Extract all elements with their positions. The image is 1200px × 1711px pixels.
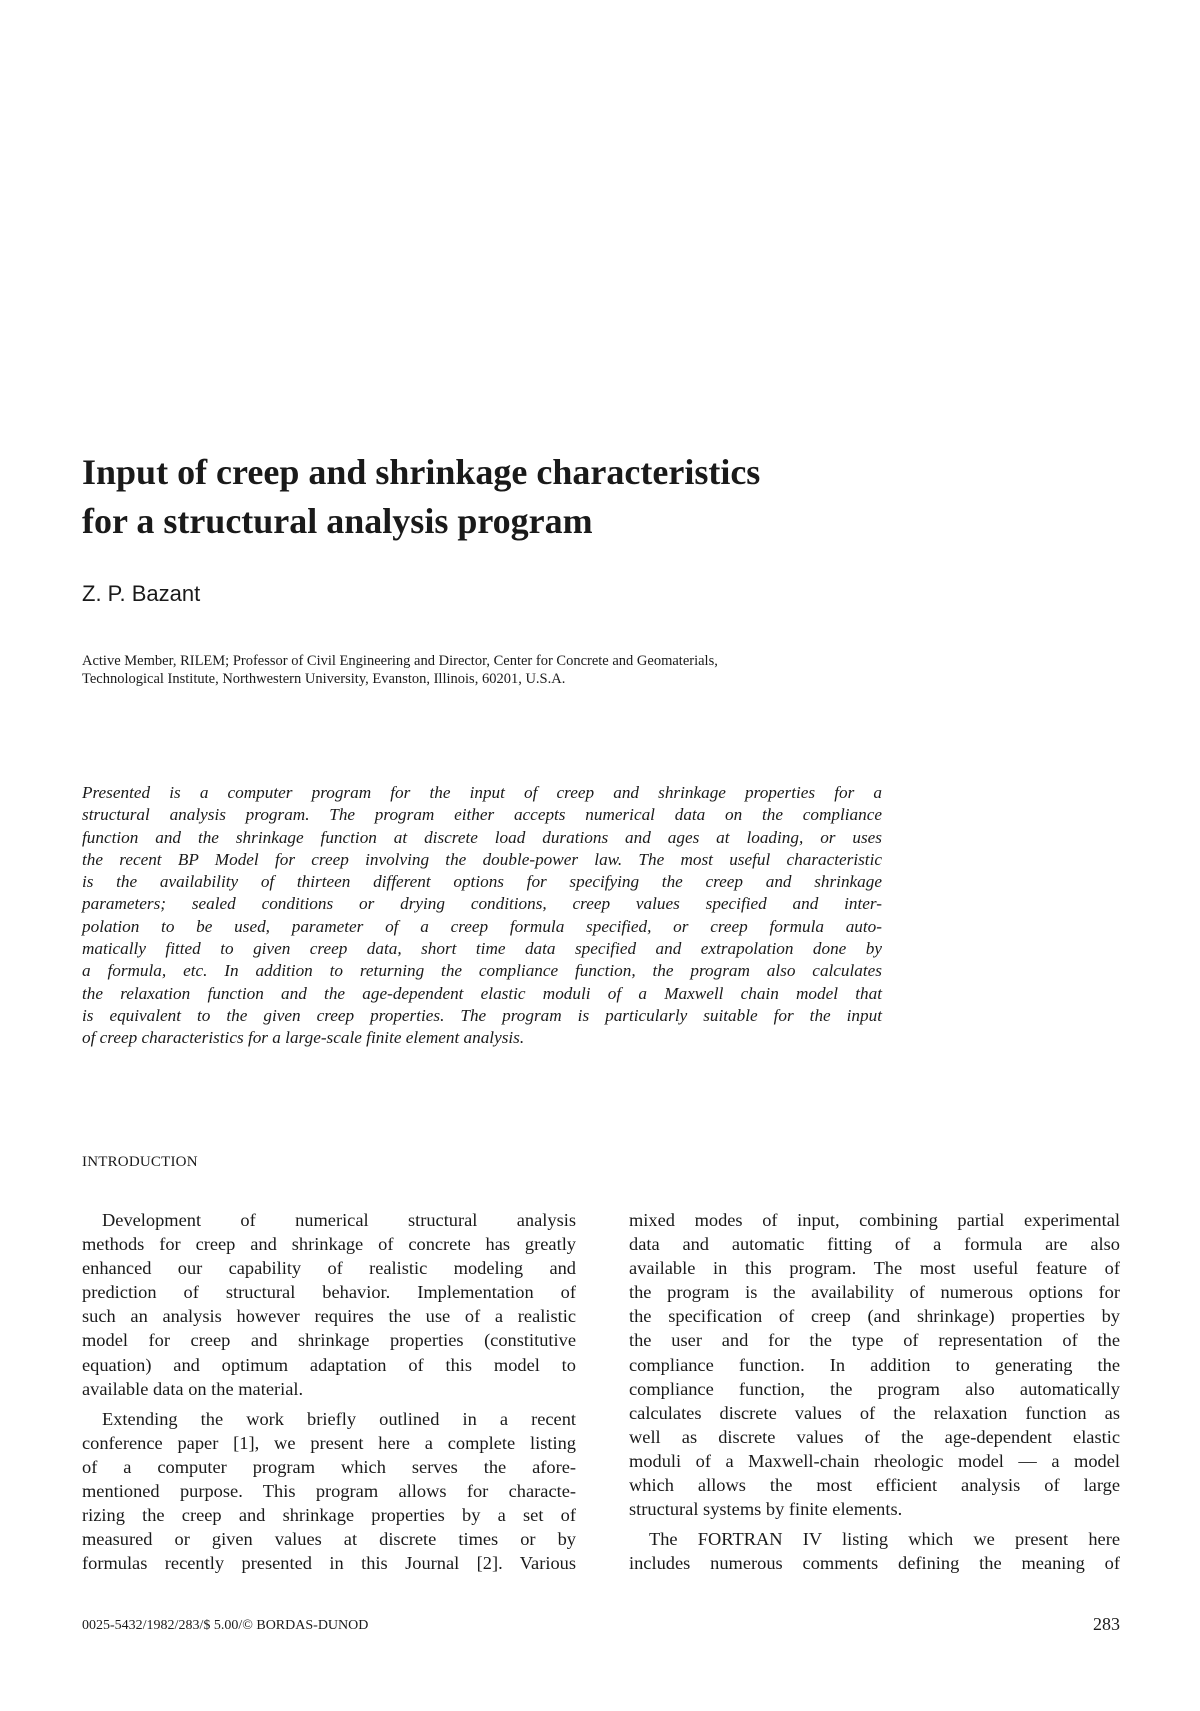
page-number: 283 [1093,1614,1120,1634]
text-line: includes numerous comments defining the meaning of [629,1553,1120,1574]
abstract-line: of creep characteristics for a large-scale finite element analysis. [82,1028,525,1048]
text-line: moduli of a Maxwell-chain rheologic model — a model [629,1450,1120,1471]
text-line: methods for creep and shrinkage of concrete has greatly [82,1234,576,1255]
text-line: measured or given values at discrete times or by [82,1529,576,1550]
text-line: rizing the creep and shrinkage properties by a set of [82,1505,576,1526]
abstract-line: the recent BP Model for creep involving the double-power law. The most useful characteristic [82,849,882,869]
abstract-line: the relaxation function and the age-dependent elastic moduli of a Maxwell chain model that [82,983,882,1003]
text-line: structural systems by finite elements. [629,1499,903,1520]
paragraph [82,1407,576,1576]
title-line: for a structural analysis program [82,501,593,541]
paper-title [82,448,982,546]
text-line: data and automatic fitting of a formula are also [629,1234,1120,1255]
body-column-right [629,1208,1120,1575]
abstract-line: parameters; sealed conditions or drying conditions, creep values specified and inter- [82,894,882,914]
text-line: prediction of structural behavior. Implementation of [82,1282,576,1303]
text-line: calculates discrete values of the relaxation function as [629,1402,1120,1423]
affiliation-line: Active Member, RILEM; Professor of Civil Engineering and Director, Center for Concrete and Geomaterials, [82,653,718,669]
text-line: model for creep and shrinkage properties (constitutive [82,1330,576,1351]
text-line: compliance function. In addition to generating the [629,1354,1120,1375]
abstract-line: matically fitted to given creep data, short time data specified and extrapolation done by [82,939,882,959]
text-line: the user and for the type of representation of the [629,1330,1120,1351]
author-name: Z. P. Bazant [82,581,201,606]
affiliation-line: Technological Institute, Northwestern University, Evanston, Illinois, 60201, U.S.A. [82,671,566,687]
text-line: such an analysis however requires the use of a realistic [82,1306,576,1327]
text-line: compliance function, the program also automatically [629,1378,1120,1399]
text-line: Development of numerical structural analysis [102,1210,576,1230]
title-line: Input of creep and shrinkage characteristics [82,452,761,492]
abstract-line: a formula, etc. In addition to returning the compliance function, the program also calculates [82,961,882,981]
text-line: mentioned purpose. This program allows for characte- [82,1481,576,1502]
text-line: available in this program. The most useful feature of [629,1258,1120,1279]
section-heading-introduction: INTRODUCTION [82,1154,198,1170]
text-line: equation) and optimum adaptation of this model to [82,1354,576,1375]
text-line: formulas recently presented in this Journal [2]. Various [82,1553,576,1574]
paragraph [629,1527,1120,1575]
abstract-line: Presented is a computer program for the input of creep and shrinkage properties for a [82,783,882,802]
paragraph [629,1208,1120,1521]
text-line: enhanced our capability of realistic modeling and [82,1258,576,1279]
text-line: The FORTRAN IV listing which we present here [649,1529,1120,1550]
body-column-left [82,1208,576,1575]
text-line: available data on the material. [82,1378,304,1399]
abstract-line: is the availability of thirteen different options for specifying the creep and shrinkage [82,872,882,892]
abstract-line: function and the shrinkage function at discrete load durations and ages at loading, or uses [82,827,882,847]
text-line: which allows the most efficient analysis of large [629,1475,1120,1496]
text-line: the specification of creep (and shrinkage) properties by [629,1306,1120,1327]
text-line: conference paper [1], we present here a complete listing [82,1432,576,1453]
text-line: well as discrete values of the age-dependent elastic [629,1426,1120,1447]
abstract-line: polation to be used, parameter of a creep formula specified, or creep formula auto- [82,916,882,936]
text-line: mixed modes of input, combining partial experimental [629,1210,1120,1230]
publication-code: 0025-5432/1982/283/$ 5.00/© BORDAS-DUNOD [82,1618,369,1633]
paragraph [82,1208,576,1401]
abstract-line: is equivalent to the given creep properties. The program is particularly suitable for the input [82,1005,882,1025]
abstract-line: structural analysis program. The program either accepts numerical data on the compliance [82,805,882,825]
text-line: the program is the availability of numerous options for [629,1282,1120,1303]
text-line: Extending the work briefly outlined in a recent [102,1408,576,1429]
author-affiliation [82,652,982,688]
abstract [82,782,882,1050]
text-line: of a computer program which serves the afore- [82,1456,576,1477]
